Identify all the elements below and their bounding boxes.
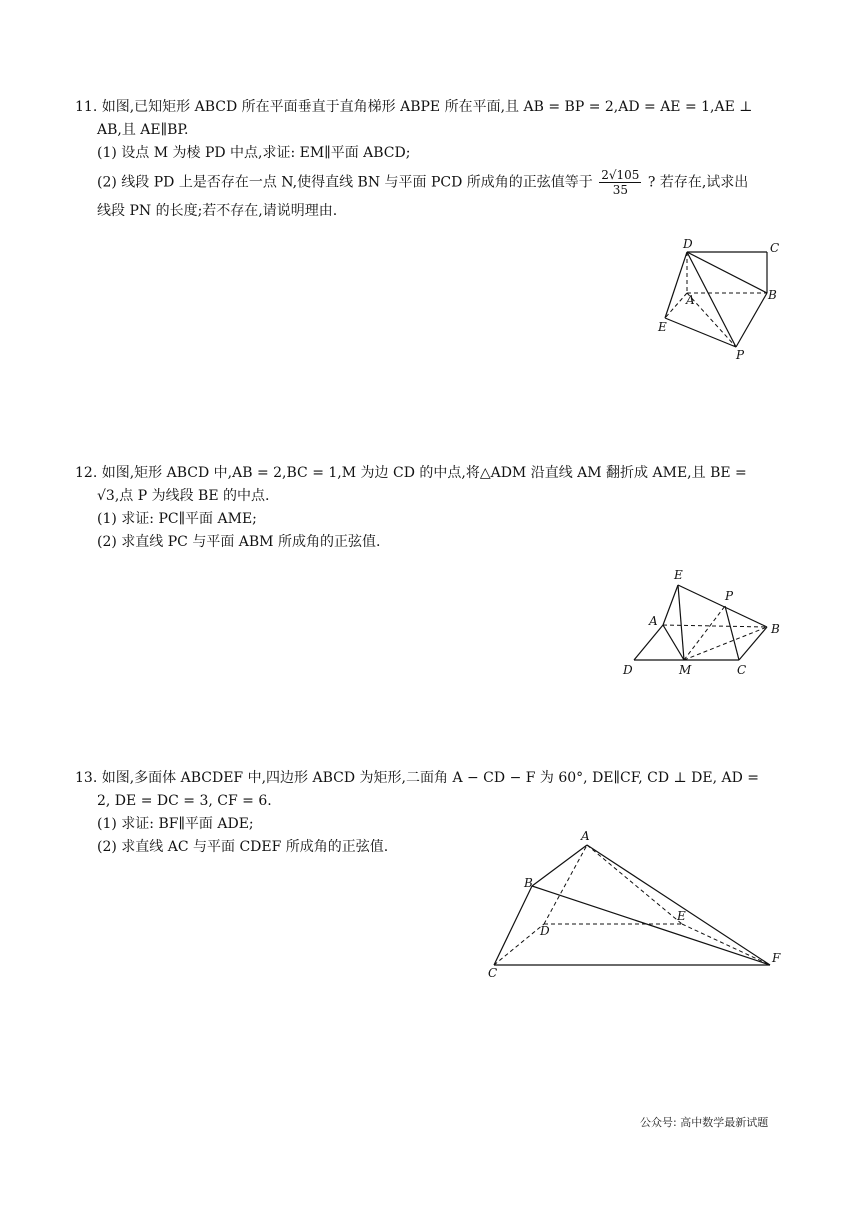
problem-text: 如图,多面体 ABCDEF 中,四边形 ABCD 为矩形,二面角 A − CD − F 为 60°, DE∥CF, CD ⊥ DE, AD = — [101, 770, 759, 786]
part-2-text-after: ? 若存在,试求出 — [647, 174, 749, 191]
label-C: C — [488, 966, 498, 980]
problem-11 — [75, 96, 787, 223]
problem-13-part-1: (1) 求证: BF∥平面 ADE; — [97, 816, 254, 832]
figure-13 — [480, 828, 790, 983]
problem-text: 如图,矩形 ABCD 中,AB = 2,BC = 1,M 为边 CD 的中点,将△ADM 沿直线 AM 翻折成 AME,且 BE = — [101, 465, 747, 481]
problem-12-part-1: (1) 求证: PC∥平面 AME; — [97, 511, 257, 527]
label-B: B — [524, 876, 533, 890]
label-F: F — [772, 951, 781, 965]
problem-12-line-1 — [75, 462, 787, 485]
problem-number: 11. — [75, 99, 98, 115]
problem-11-part-2-line-2: 线段 PN 的长度;若不存在,请说明理由. — [97, 203, 338, 219]
problem-12 — [75, 462, 787, 554]
fraction-denominator: 35 — [612, 183, 628, 197]
problem-11-line-2: AB,且 AE∥BP. — [97, 122, 189, 138]
label-A: A — [686, 293, 695, 307]
fraction — [599, 168, 641, 197]
label-P: P — [736, 348, 745, 362]
label-C: C — [737, 663, 747, 677]
label-E: E — [677, 909, 686, 923]
figure-11 — [650, 230, 790, 365]
footer-credit: 公众号: 高中数学最新试题 — [640, 1116, 769, 1129]
label-B: B — [771, 622, 780, 636]
problem-13-line-2: 2, DE = DC = 3, CF = 6. — [97, 793, 272, 809]
problem-12-line-2: √3,点 P 为线段 BE 的中点. — [97, 488, 270, 504]
problem-13-part-2: (2) 求直线 AC 与平面 CDEF 所成角的正弦值. — [97, 839, 389, 855]
label-M: M — [679, 663, 692, 677]
label-A: A — [649, 614, 658, 628]
label-D: D — [623, 663, 633, 677]
label-D: D — [683, 237, 693, 251]
label-A: A — [581, 829, 590, 843]
part-2-text: (2) 线段 PD 上是否存在一点 N,使得直线 BN 与平面 PCD 所成角的正弦值等于 — [97, 174, 593, 191]
problem-text: 如图,已知矩形 ABCD 所在平面垂直于直角梯形 ABPE 所在平面,且 AB = BP = 2,AD = AE = 1,AE ⊥ — [101, 99, 753, 115]
label-B: B — [768, 288, 777, 302]
figure-12 — [615, 563, 790, 683]
problem-number: 12. — [75, 465, 98, 481]
problem-11-part-2 — [75, 168, 787, 197]
fraction-numerator: 2√105 — [601, 168, 640, 182]
label-D: D — [540, 924, 550, 938]
label-E: E — [674, 568, 683, 582]
label-P: P — [725, 589, 734, 603]
problem-11-line-1 — [75, 96, 787, 119]
problem-13-line-1 — [75, 767, 787, 790]
label-E: E — [658, 320, 667, 334]
label-C: C — [770, 241, 780, 255]
problem-12-part-2: (2) 求直线 PC 与平面 ABM 所成角的正弦值. — [97, 534, 381, 550]
problem-number: 13. — [75, 770, 98, 786]
problem-11-part-1: (1) 设点 M 为棱 PD 中点,求证: EM∥平面 ABCD; — [97, 145, 411, 161]
